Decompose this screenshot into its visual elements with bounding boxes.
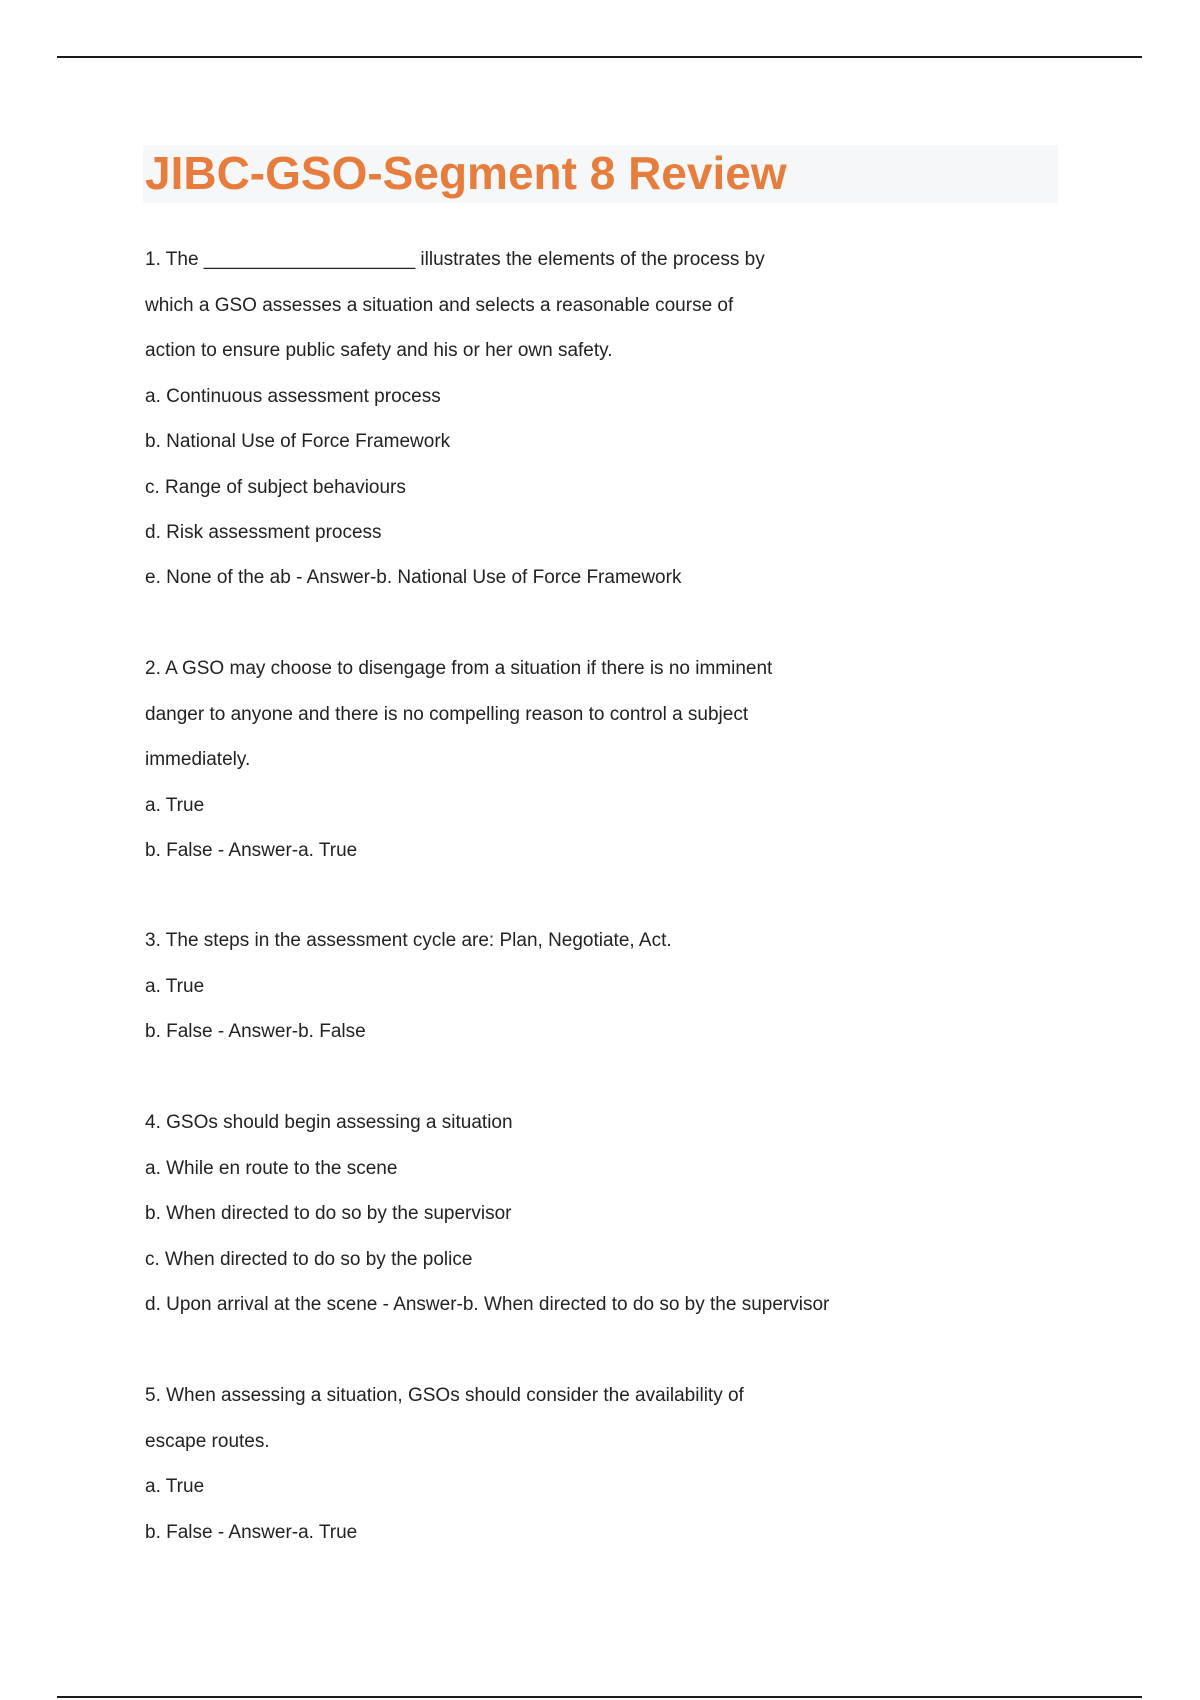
question-5-line-2: escape routes.	[145, 1431, 270, 1452]
document-title: JIBC-GSO-Segment 8 Review	[145, 147, 787, 199]
header-rule	[57, 56, 1142, 58]
question-1-option-c: c. Range of subject behaviours	[145, 477, 406, 498]
question-1-line-2: which a GSO assesses a situation and selects a reasonable course of	[145, 295, 734, 316]
question-4-option-a: a. While en route to the scene	[145, 1158, 398, 1179]
question-2-line-1: 2. A GSO may choose to disengage from a situation if there is no imminent	[145, 658, 773, 679]
footer-rule	[57, 1696, 1142, 1698]
question-2-line-2: danger to anyone and there is no compelling reason to control a subject	[145, 704, 749, 725]
question-4-option-c: c. When directed to do so by the police	[145, 1249, 473, 1270]
question-2-line-3: immediately.	[145, 749, 251, 770]
question-1-option-e-answer: e. None of the ab - Answer-b. National Use of Force Framework	[145, 567, 682, 588]
question-5-option-a: a. True	[145, 1476, 205, 1497]
question-5-line-1: 5. When assessing a situation, GSOs should consider the availability of	[145, 1385, 744, 1406]
question-4-option-b: b. When directed to do so by the supervisor	[145, 1203, 512, 1224]
question-3-option-b-answer: b. False - Answer-b. False	[145, 1021, 366, 1042]
question-4-line-1: 4. GSOs should begin assessing a situation	[145, 1112, 513, 1133]
question-4-option-d-answer: d. Upon arrival at the scene - Answer-b. When directed to do so by the supervisor	[145, 1294, 830, 1315]
question-3-line-1: 3. The steps in the assessment cycle are: Plan, Negotiate, Act.	[145, 930, 672, 951]
question-3-option-a: a. True	[145, 976, 205, 997]
question-1-line-1: 1. The ____________________ illustrates the elements of the process by	[145, 249, 765, 270]
question-2-option-b-answer: b. False - Answer-a. True	[145, 840, 358, 861]
question-2-option-a: a. True	[145, 795, 205, 816]
question-1-option-a: a. Continuous assessment process	[145, 386, 441, 407]
question-5-option-b-answer: b. False - Answer-a. True	[145, 1522, 358, 1543]
question-1-option-d: d. Risk assessment process	[145, 522, 382, 543]
question-1-option-b: b. National Use of Force Framework	[145, 431, 451, 452]
question-1-line-3: action to ensure public safety and his or her own safety.	[145, 340, 613, 361]
